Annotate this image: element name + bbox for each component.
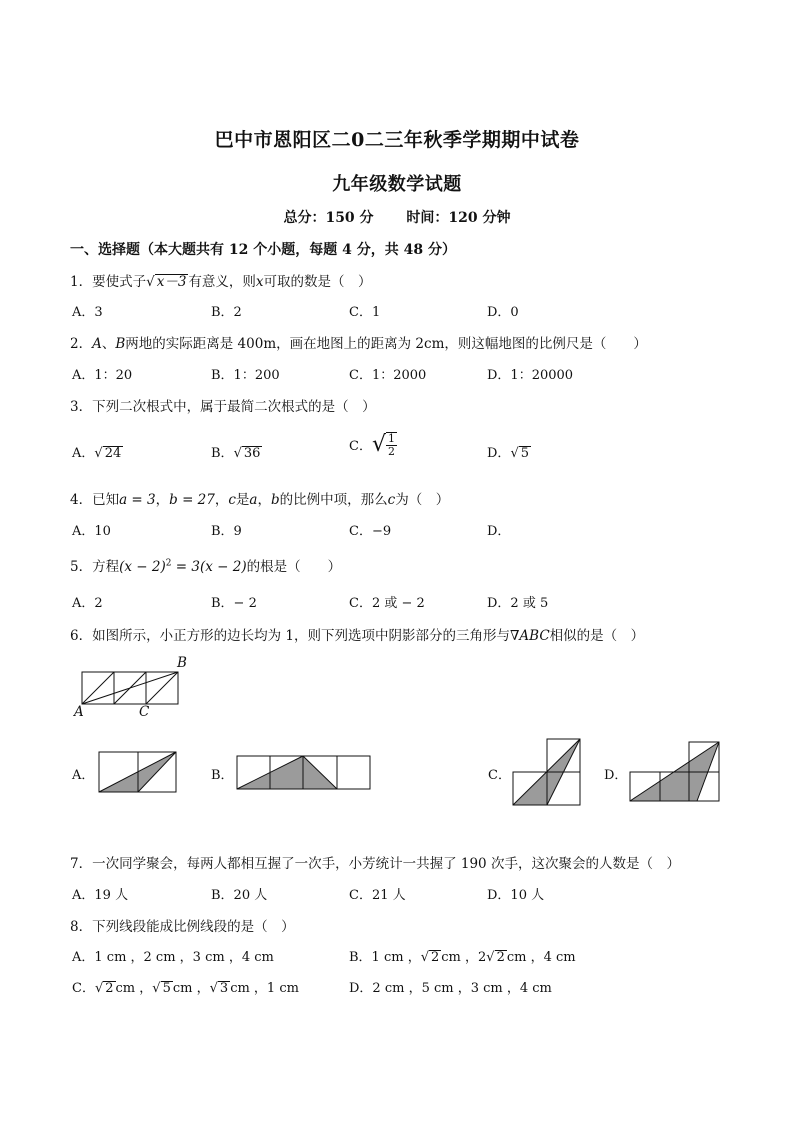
page-subtitle: 九年级数学试题 bbox=[332, 174, 462, 195]
question-2: 2．A、B两地的实际距离是 400m，画在地图上的距离为 2cm，则这幅地图的比例尺是（ ） bbox=[70, 336, 647, 352]
q5-option-c: C．2 或 − 2 bbox=[349, 596, 425, 611]
q3-option-c: C．√ $\frac{1}{2}$ bbox=[349, 432, 395, 458]
question-1: 1．要使式子√ x－3 有意义，则x可取的数是（ ） bbox=[70, 274, 372, 290]
q4-option-d: D． bbox=[487, 524, 511, 539]
question-7: 7．一次同学聚会，每两人都相互握了一次手，小芳统计一共握了 190 次手，这次聚会的人数是（ ） bbox=[70, 856, 680, 872]
question-8: 8．下列线段能成比例线段的是（ ） bbox=[70, 919, 295, 935]
q1-option-a: A．3 bbox=[72, 305, 103, 320]
q8-option-a: A．1 cm ，2 cm ，3 cm ，4 cm bbox=[72, 950, 274, 965]
q1-option-c: C．1 bbox=[349, 305, 381, 320]
q1-option-b: B．2 bbox=[211, 305, 242, 320]
q7-option-c: C．21 人 bbox=[349, 888, 406, 903]
sqrt-5: √ 5 bbox=[510, 446, 530, 461]
equation-lhs: (x − 2) bbox=[119, 559, 166, 575]
triangle-abc: ∇ABC bbox=[509, 628, 550, 644]
q7-option-a: A．19 人 bbox=[72, 888, 129, 903]
q1-option-d: D．0 bbox=[487, 305, 519, 320]
sqrt-36: √ 36 bbox=[233, 446, 261, 461]
q2-option-c: C．1：2000 bbox=[349, 368, 427, 383]
q8-option-c: C．√ 2 cm ，√ 5 cm ，√ 3 cm ，1 cm bbox=[72, 981, 299, 996]
q4-option-c: C．−9 bbox=[349, 524, 392, 539]
q8-option-b: B．1 cm ，√ 2 cm ，2√ 2 cm ，4 cm bbox=[349, 950, 576, 965]
q2-option-a: A．1：20 bbox=[72, 368, 133, 383]
fraction-one-half: $\frac{1}{2}$ bbox=[387, 432, 395, 458]
sqrt-expression: √ x－3 bbox=[146, 274, 187, 290]
sqrt-24: √ 24 bbox=[94, 446, 122, 461]
q1-pre: 1．要使式子 bbox=[70, 274, 147, 290]
q6-option-a-label: A． bbox=[72, 768, 95, 783]
q8-option-d: D．2 cm ，5 cm ，3 cm ，4 cm bbox=[349, 981, 552, 996]
q6-option-b-label: B． bbox=[211, 768, 234, 783]
label-a: A bbox=[74, 704, 84, 720]
q6-option-c-label: C． bbox=[488, 768, 511, 783]
q5-option-d: D．2 或 5 bbox=[487, 596, 549, 611]
q2-option-d: D．1：20000 bbox=[487, 368, 574, 383]
q3-option-b: B．√ 36 bbox=[211, 446, 261, 461]
q2-option-b: B．1：200 bbox=[211, 368, 280, 383]
page-title: 巴中市恩阳区二0二三年秋季学期期中试卷 bbox=[214, 129, 580, 151]
question-5: 5．方程$(x - 2)^2 = 3(x - 2)$的根是（ ） bbox=[70, 558, 342, 575]
question-3: 3．下列二次根式中，属于最简二次根式的是（ ） bbox=[70, 399, 376, 415]
q6-option-d-label: D． bbox=[604, 768, 628, 783]
q3-option-d: D．√ 5 bbox=[487, 446, 530, 461]
label-b: B bbox=[177, 655, 187, 671]
label-c: C bbox=[139, 704, 150, 720]
section-heading: 一、选择题（本大题共有 12 个小题，每题 4 分，共 48 分） bbox=[70, 242, 456, 258]
q5-option-a: A．2 bbox=[72, 596, 103, 611]
q4-option-a: A．10 bbox=[72, 524, 111, 539]
question-4: 4．已知a = 3，b = 27，c是a，b的比例中项，那么c为（ ） bbox=[70, 492, 450, 508]
q7-option-d: D．10 人 bbox=[487, 888, 545, 903]
q7-option-b: B．20 人 bbox=[211, 888, 268, 903]
q5-option-b: B．− 2 bbox=[211, 596, 257, 611]
q4-option-b: B．9 bbox=[211, 524, 242, 539]
q3-option-a: A．√ 24 bbox=[72, 446, 122, 461]
exam-meta: 总分：150 分 时间：120 分钟 bbox=[283, 210, 511, 226]
equation-rhs: = 3(x − 2) bbox=[171, 559, 247, 575]
question-6: 6．如图所示，小正方形的边长均为 1，则下列选项中阴影部分的三角形与∇ABC相似的是（ ） bbox=[70, 628, 645, 644]
